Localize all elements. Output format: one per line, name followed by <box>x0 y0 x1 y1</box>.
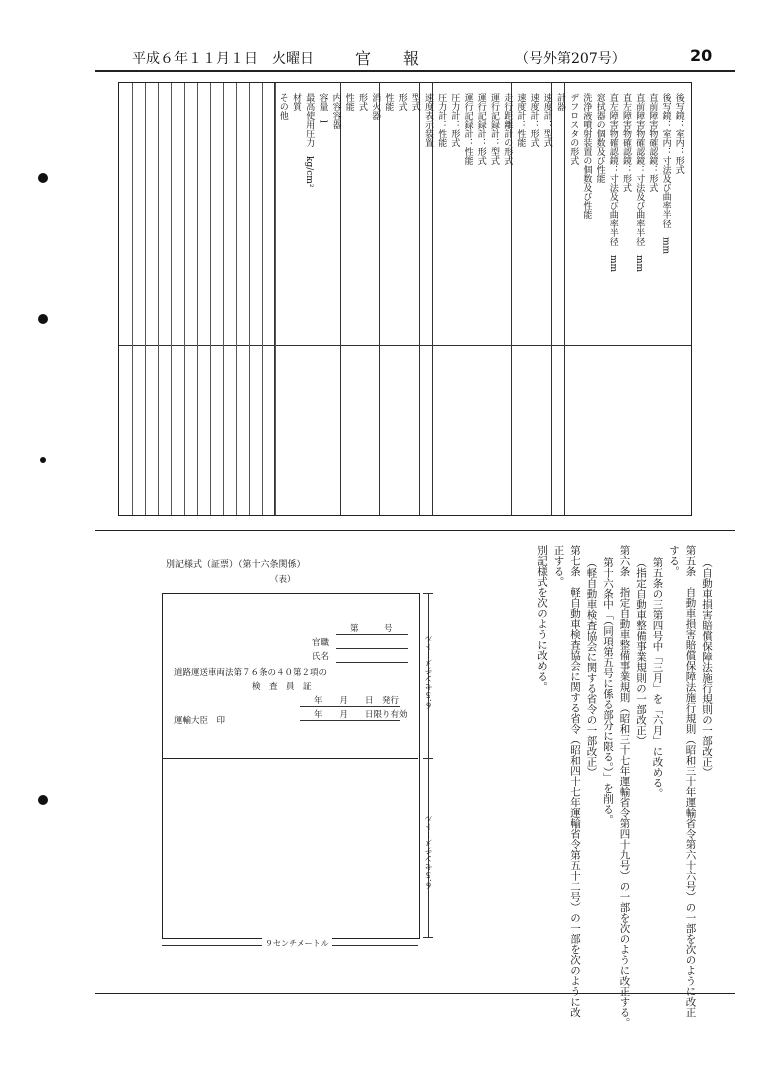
punch-hole-2 <box>38 314 48 324</box>
form-name-label: 氏名 <box>312 652 330 662</box>
table-row-label: 速度計：型式 <box>541 93 552 147</box>
table-row-label: 材質 <box>291 93 301 111</box>
table-blank-column-rule <box>158 83 159 515</box>
dim-tick-top <box>423 593 433 594</box>
table-row-label: デフロスタの形式 <box>568 93 579 165</box>
form-cert-title: 検 査 員 証 <box>252 682 312 692</box>
body-line: 第十六条中「（同項第五号に係る部分に限る。）」を削る。 <box>602 557 614 825</box>
spec-table <box>118 82 692 516</box>
body-line: （自動車損害賠償保障法施行規則の一部改正） <box>701 557 713 778</box>
table-row-label: 洗浄液噴射装置の個数及び性能 <box>581 93 592 219</box>
table-blank-column-rule <box>145 83 146 515</box>
table-row-label: 形式 <box>396 93 407 111</box>
section-rule <box>95 530 735 531</box>
table-row-label: 速度表示装置 <box>423 93 433 147</box>
table-row-label: 直前障害物確認鏡：形式 <box>647 93 658 192</box>
table-row-label: 性能 <box>383 93 394 111</box>
table-row-label: 計器 <box>555 93 565 111</box>
table-row-label: 圧力計：性能 <box>436 93 447 147</box>
form-caption: 別記様式（証票）（第十六条関係） <box>166 560 306 570</box>
table-row-label: 運行記録計：性能 <box>462 93 473 165</box>
body-line: （軽自動車検査協会に関する省令の一部改正） <box>585 557 598 778</box>
table-column-rule <box>340 83 341 515</box>
body-line: 第五条の三第四号中「三月」を「六月」に改める。 <box>651 557 664 799</box>
table-row-label: 形式 <box>357 93 367 111</box>
table-row-label: 運行記録計：型式 <box>489 93 499 165</box>
table-row-label: 最高使用圧力 kg/cm² <box>304 93 315 188</box>
body-line: （指定自動車整備事業規則の一部改正） <box>635 557 647 746</box>
table-row-label: 直左障害物確認鏡：寸法及び曲率半径 mm <box>607 93 618 273</box>
header-rule <box>95 70 735 72</box>
body-line: 別記様式を次のように改める。 <box>536 545 548 692</box>
dim-width-label: ９センチメートル <box>262 938 332 949</box>
body-line: する。 <box>668 545 680 577</box>
issued-underline <box>300 706 400 707</box>
table-row-label: 容量 l <box>317 93 328 123</box>
page-header <box>0 48 773 70</box>
table-blank-column-rule <box>210 83 211 515</box>
post-underline <box>336 648 408 649</box>
header-paper-title: 官 報 <box>355 49 420 68</box>
table-row-label: 性能 <box>343 93 354 111</box>
table-blank-column-rule <box>236 83 237 515</box>
table-blank-column-rule <box>223 83 224 515</box>
table-column-rule <box>379 83 380 515</box>
number-underline <box>336 634 408 635</box>
table-column-rule <box>419 83 420 515</box>
dim-tick-bottom <box>423 937 433 938</box>
table-row-label: 直左障害物確認鏡：形式 <box>621 93 631 192</box>
table-row-label: 速度計：性能 <box>515 93 526 147</box>
table-column-rule <box>551 83 552 515</box>
table-row-label: 消火器 <box>370 93 381 120</box>
table-blank-column-rule <box>262 83 263 515</box>
body-line: 第六条 指定自動車整備事業規則（昭和三十七年運輸省令第四十九号）の一部を次のように改正する。 <box>618 545 631 1028</box>
form-law-line: 道路運送車両法第７６条の４０第２項の <box>174 668 328 678</box>
punch-hole-1 <box>38 173 48 183</box>
punch-hole-4 <box>38 795 48 805</box>
punch-hole-3 <box>40 457 46 463</box>
table-row-label: 窓拭器の個数及び性能 <box>594 93 605 183</box>
dim-upper-label: ６.５センチメートル <box>424 635 433 710</box>
table-row-label: 速度計：形式 <box>528 93 539 147</box>
body-line: 正する。 <box>552 545 565 587</box>
table-row-label: 直前障害物確認鏡：寸法及び曲率半径 mm <box>634 93 645 273</box>
form-issued: 年 月 日 発行 <box>314 696 400 706</box>
table-row-label: 型式 <box>409 93 420 111</box>
form-minister: 運輸大臣 印 <box>174 716 226 726</box>
footer-rule <box>95 993 735 994</box>
table-row-label: 後写鏡：室内：寸法及び曲率半径 mm <box>660 93 671 255</box>
table-row-label: 圧力計：形式 <box>449 93 460 147</box>
valid-underline <box>300 720 400 721</box>
body-line: 第五条 自動車損害賠償保障法施行規則（昭和三十年運輸省令第六十六号）の一部を次のように改正 <box>684 545 697 1018</box>
certificate-form <box>162 593 420 939</box>
form-valid: 年 月 日限り有効 <box>314 710 408 720</box>
header-page-number: 20 <box>690 46 713 65</box>
form-post-label: 官職 <box>312 638 330 648</box>
table-column-rule <box>432 83 433 515</box>
table-blank-column-rule <box>132 83 133 515</box>
dim-tick-mid <box>423 758 433 759</box>
table-blank-column-rule <box>184 83 185 515</box>
header-issue: （号外第207号） <box>515 51 626 67</box>
table-row-label: その他 <box>277 93 288 120</box>
body-line: 第七条 軽自動車検査協会に関する省令（昭和四十七年運輸省令第五十二号）の一部を次のように改 <box>569 545 581 1018</box>
table-blank-column-rule <box>249 83 250 515</box>
table-middle-rule <box>119 345 691 346</box>
table-blank-column-rule <box>197 83 198 515</box>
form-side-label: （表） <box>270 575 296 585</box>
table-row-label: 後写鏡：室内：形式 <box>673 93 684 174</box>
table-blank-column-rule <box>171 83 172 515</box>
table-column-rule <box>564 83 565 515</box>
table-row-label: 内容容器 <box>330 93 341 129</box>
table-row-label: 走行距離計の形式 <box>502 93 513 165</box>
table-row-label: 運行記録計：形式 <box>475 93 486 165</box>
name-underline <box>336 662 408 663</box>
header-date: 平成６年１１月１日 火曜日 <box>132 51 314 67</box>
table-blank-column-rule <box>275 83 276 515</box>
certificate-fold-line <box>162 758 418 759</box>
form-number-label: 第 号 <box>350 624 393 634</box>
dim-lower-label: ６.５センチメートル <box>424 815 433 890</box>
